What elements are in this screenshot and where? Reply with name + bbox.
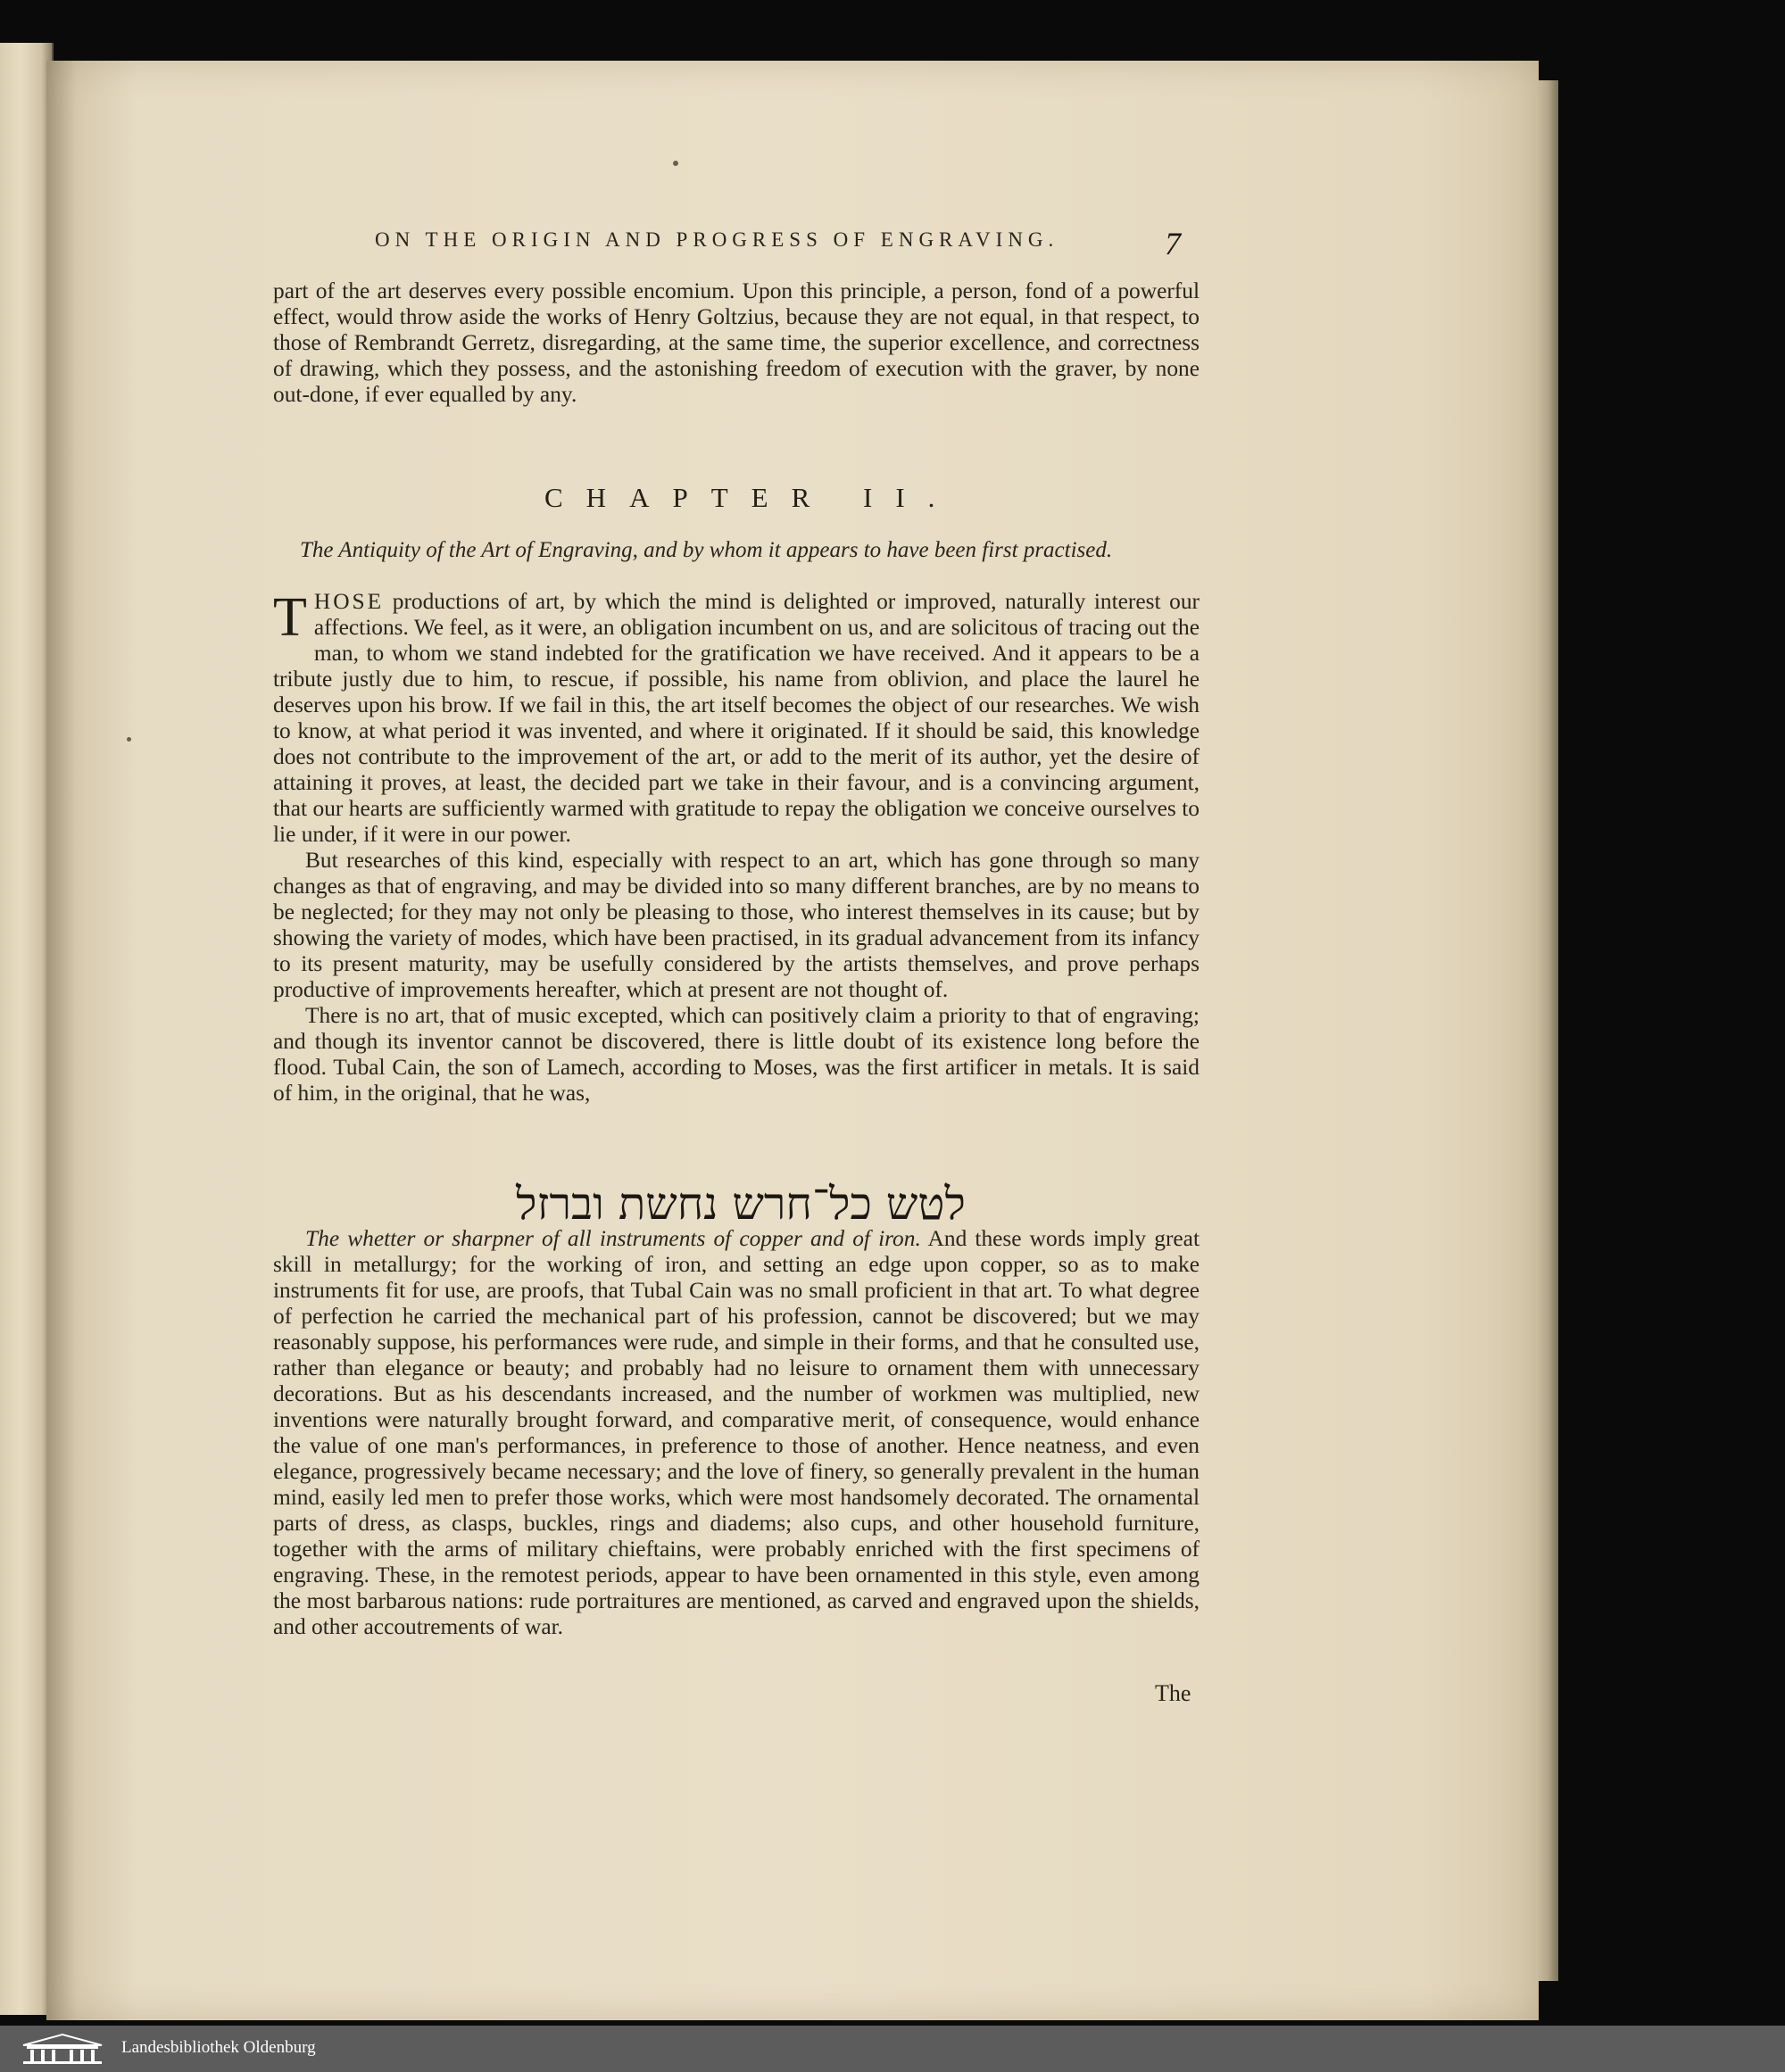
paragraph-4-translation: The whetter or sharpner of all instruments of copper and of iron.: [305, 1226, 921, 1251]
library-building-icon: [18, 2033, 107, 2065]
chapter-body-part2: [273, 1226, 1200, 1640]
paragraph-1: [273, 589, 1200, 848]
paragraph-1-text: productions of art, by which the mind is delighted or improved, naturally interest our affections. We feel, as it were, an obligation incumbent on us, and are solicitous of tracing out the man, to whom we stand indebted for the gratification we have received. And it appears to be a tribute justly due to him, to rescue, if possible, his name from oblivion, and place the laurel he deserves upon his brow. If we fail in this, the art itself becomes the object of our researches. We wish to know, at what period it was invented, and where it originated. If it should be said, this knowledge does not contribute to the improvement of the art, or add to the merit of its author, yet the desire of attaining it proves, at least, the decided part we take in their favour, and is a convincing argument, that our hearts are sufficiently warmed with gratitude to repay the obligation we conceive ourselves to lie under, if it were in our power.: [273, 589, 1200, 847]
continued-paragraph: part of the art deserves every possible encomium. Upon this principle, a person, fond of a powerful effect, would throw aside the works of Henry Goltzius, because they are not equal, in that respect, to those of Rembrandt Gerretz, disregarding, at the same time, the superior excellence, and correctness of drawing, which they possess, and the astonishing freedom of execution with the graver, by none out-done, if ever equalled by any.: [273, 278, 1200, 407]
paragraph-2: But researches of this kind, especially with respect to an art, which has gone through so many changes as that of engraving, and may be divided into so many different branches, are by no means to be neglected; for they may not only be pleasing to those, who interest themselves in its cause; but by showing the variety of modes, which have been practised, in its gradual advancement from its infancy to its present maturity, may be usefully considered by the artists themselves, and prove perhaps productive of improvements hereafter, which at present are not thought of.: [273, 848, 1200, 1002]
running-header: ON THE ORIGIN AND PROGRESS OF ENGRAVING.: [375, 228, 1059, 251]
page-number: 7: [1165, 226, 1181, 261]
chapter-body-part1: [273, 589, 1200, 1106]
paragraph-4-text: And these words imply great skill in metallurgy; for the working of iron, and setting an edge upon copper, so as to make instruments fit for use, are proofs, that Tubal Cain was no small proficient in that art. To what degree of perfection he carried the mechanical part of his profession, cannot be discovered; but we may reasonably suppose, his performances were rude, and simple in their forms, and that he consulted use, rather than elegance or beauty; and probably had no leisure to ornament them with unnecessary decorations. But as his descendants increased, and the number of workmen was multiplied, new inventions were naturally brought forward, and comparative merit, of consequence, would enhance the value of one man's performances, in preference to those of another. Hence neatness, and even elegance, progressively became necessary; and the love of finery, so generally prevalent in the human mind, easily led men to prefer those works, which were most handsomely decorated. The ornamental parts of dress, as clasps, buckles, rings and diadems; also cups, and other household furniture, together with the arms of military chieftains, were probably enriched with the first specimens of engraving. These, in the remotest periods, appear to have been ornamented in this style, even among the most barbarous nations: rude portraitures are mentioned, as carved and engraved upon the shields, and other accoutrements of war.: [273, 1226, 1200, 1639]
chapter-subtitle: The Antiquity of the Art of Engraving, and by whom it appears to have been first practised.: [300, 538, 1113, 562]
library-name: Landesbibliothek Oldenburg: [121, 2038, 316, 2057]
catchword: The: [1155, 1680, 1191, 1706]
ink-spot: [127, 737, 131, 742]
library-footer-bar: [0, 2026, 1785, 2072]
chapter-title: CHAPTER II.: [544, 482, 959, 513]
hebrew-quotation: לטש כל־חרש נחשת וברזל: [516, 1178, 966, 1230]
paragraph-1-lead: HOSE: [313, 589, 385, 614]
continued-paragraph-block: [273, 278, 1200, 408]
paragraph-4: [273, 1226, 1200, 1640]
drop-cap: T: [273, 587, 307, 648]
paragraph-3: There is no art, that of music excepted, which can positively claim a priority to that of engraving; and though its inventor cannot be discovered, there is little doubt of its existence long before the flood. Tubal Cain, the son of Lamech, according to Moses, was the first artificer in metals. It is said of him, in the original, that he was,: [273, 1003, 1200, 1106]
left-page-edge: [0, 43, 54, 2015]
page-edge-strip: [1537, 80, 1558, 1981]
ink-spot: [673, 161, 678, 166]
